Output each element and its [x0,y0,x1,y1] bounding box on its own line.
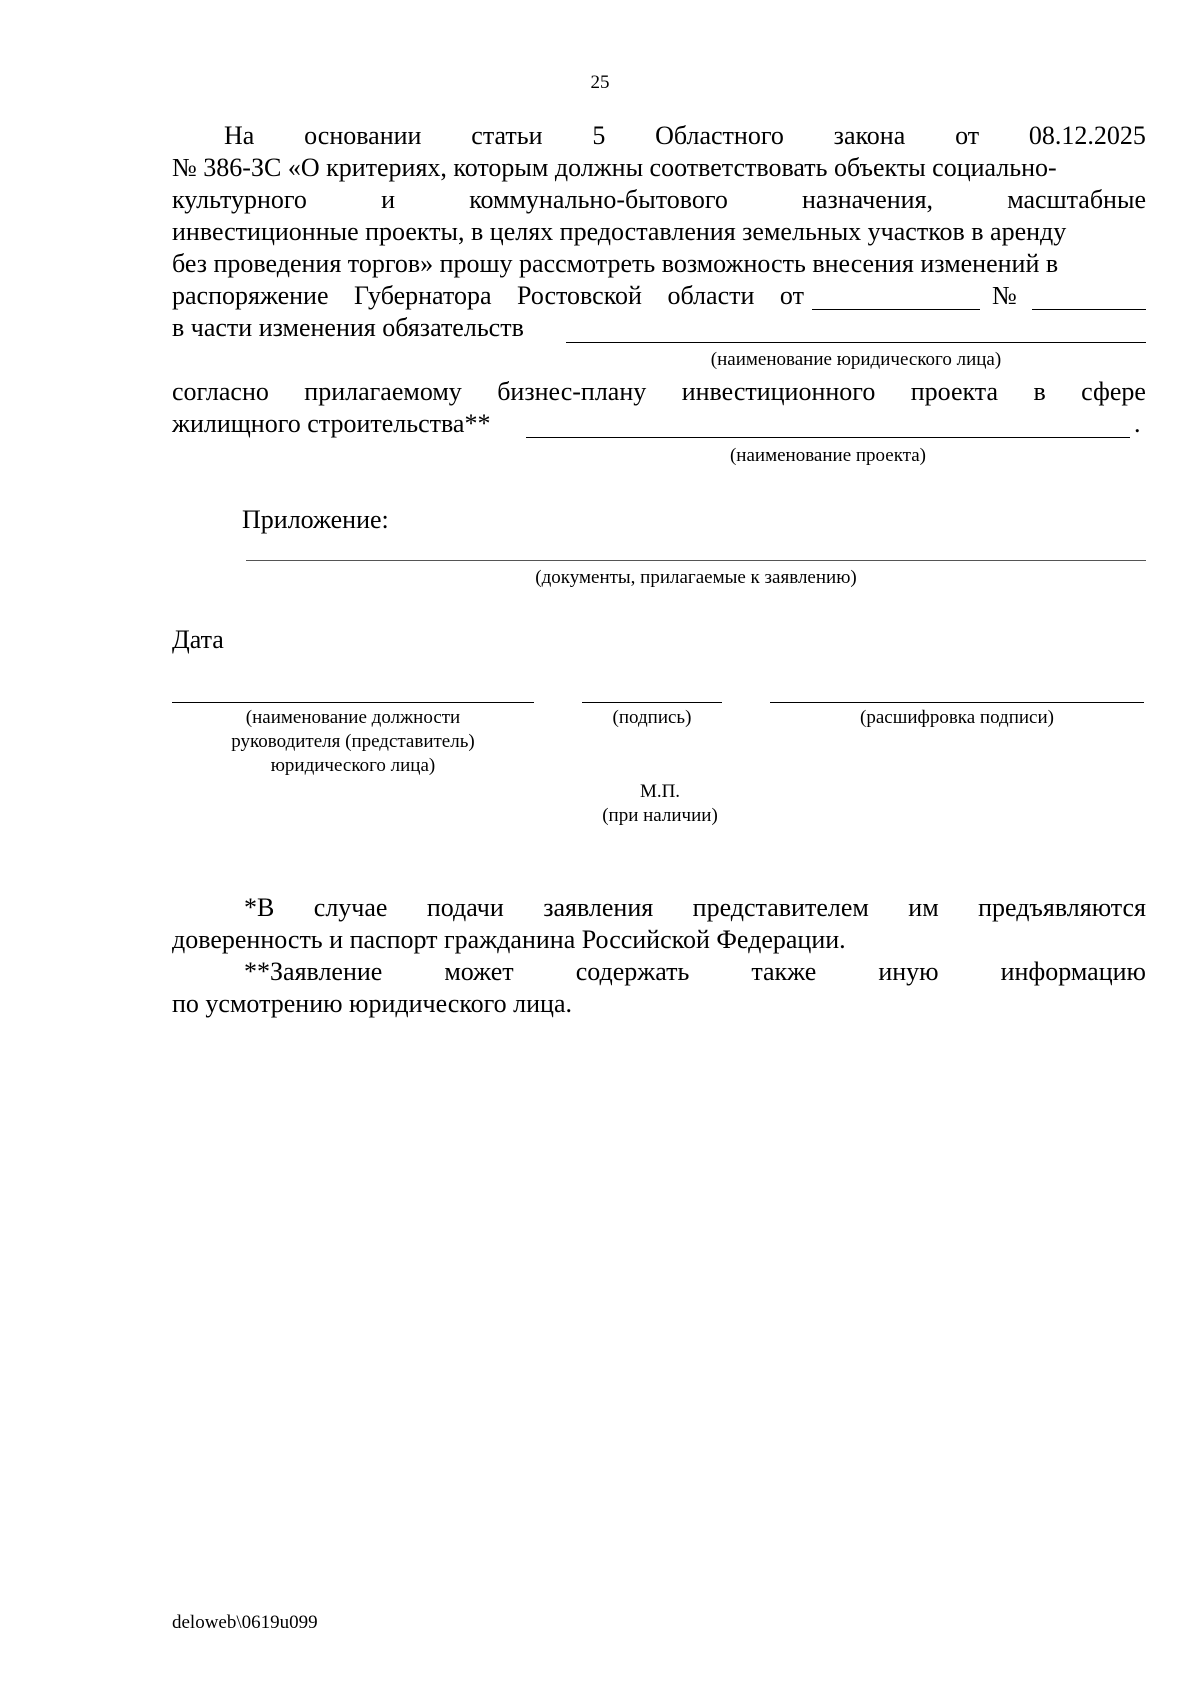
word: На [224,121,255,150]
attachment-blank-line [246,560,1146,561]
footer-document-code: deloweb\0619u099 [172,1612,318,1633]
project-blank-line [526,437,1130,438]
paragraph1-line4: инвестиционные проекты, в целях предоставления земельных участков в аренду [172,217,1067,246]
word: иную [878,957,939,986]
footnote2-line2: по усмотрению юридического лица. [172,989,572,1018]
word: заявления [543,893,654,922]
caption-position [172,706,534,778]
caption-legal-entity: (наименование юридического лица) [710,349,1002,370]
word: подачи [426,893,504,922]
word: культурного [172,185,307,214]
stamp-place [560,780,760,828]
word: от [779,281,804,310]
word: Областного [655,121,784,150]
word: может [444,957,514,986]
paragraph1-line2: № 386-ЗС «О критериях, которым должны соответствовать объекты социально- [172,153,1057,182]
word: содержать [575,957,690,986]
word: статьи [471,121,543,150]
word: случае [313,893,388,922]
number-blank-line [1032,309,1146,310]
caption-signature: (подпись) [612,707,692,728]
word: в [1033,377,1046,406]
word: информацию [1000,957,1146,986]
footnote1-line2: доверенность и паспорт гражданина Российской Федерации. [172,925,846,954]
stamp-note: (при наличии) [602,805,718,826]
caption-position-line: (наименование должности [245,707,461,728]
word: инвестиционного [681,377,876,406]
page-number: 25 [590,72,610,93]
word: **Заявление [244,957,383,986]
decoding-blank-line [770,702,1144,703]
paragraph1-line5: без проведения торгов» прошу рассмотреть возможность внесения изменений в [172,249,1059,278]
word: 5 [592,121,606,150]
word: и [381,185,396,214]
paragraph1-line6 [172,280,804,312]
word: *В [244,893,275,922]
word: им [908,893,939,922]
position-blank-line [172,702,534,703]
word: также [751,957,817,986]
word: проекта [910,377,999,406]
word: Ростовской [517,281,642,310]
paragraph2-line1 [172,376,1146,408]
footnote2-line1 [244,956,1146,988]
word: бизнес-плану [497,377,647,406]
date-label: Дата [172,625,224,654]
word: согласно [172,377,269,406]
word: прилагаемому [304,377,462,406]
caption-project: (наименование проекта) [729,445,926,466]
caption-documents: (документы, прилагаемые к заявлению) [535,567,857,588]
stamp-label: М.П. [639,781,681,802]
number-sign: № [992,281,1017,310]
word: представителем [692,893,869,922]
word: назначения, [802,185,934,214]
word: области [667,281,755,310]
footnote1-line1 [244,892,1146,924]
caption-decoding: (расшифровка подписи) [860,707,1054,728]
caption-position-line: руководителя (представитель) [231,731,475,752]
word: основании [304,121,422,150]
paragraph2-line2: жилищного строительства** [172,409,491,438]
paragraph1-line7: в части изменения обязательств [172,313,524,342]
word: предъявляются [978,893,1146,922]
sentence-end: . [1134,409,1141,438]
word: сфере [1081,377,1146,406]
signature-blank-line [582,702,722,703]
word: от [955,121,980,150]
word: масштабные [1007,185,1146,214]
attachment-label: Приложение: [242,505,389,534]
caption-position-line: юридического лица) [270,755,436,776]
word: распоряжение [172,281,329,310]
word: закона [833,121,906,150]
word: Губернатора [354,281,492,310]
date-blank-line [812,309,980,310]
paragraph1-line1 [224,120,1146,152]
paragraph1-line3 [172,184,1146,216]
word: коммунально-бытового [469,185,728,214]
word: 08.12.2025 [1028,121,1146,150]
obligations-blank-line [566,342,1146,343]
